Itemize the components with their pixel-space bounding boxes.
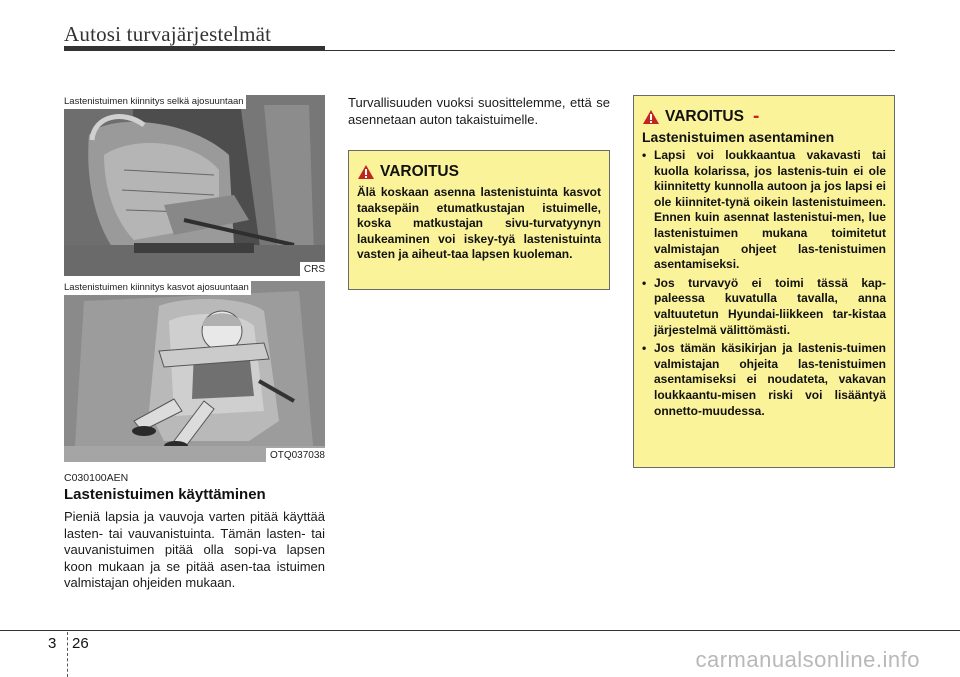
footer-rule (0, 630, 960, 631)
figure-rear-facing-seat (64, 95, 325, 276)
figure-caption: Lastenistuimen kiinnitys selkä ajosuuntaan (64, 96, 244, 107)
list-item-text: Lapsi voi loukkaantua vakavasti tai kuolla kolarissa, jos lastenis-tuin ei ole kiinnitetty kunnolla autoon ja jos lapsi ei ole kiinnitet-tynä oikein lastenistuimeen. Ennen kuin asennat lastenistui-men, lue lastenistuimen mukana toimitetut valmistajan ohjeet las-tenistuimen asentamiseksi. (654, 148, 886, 272)
bullet: • (642, 148, 647, 162)
warning-triangle-icon (642, 109, 660, 125)
warning-title: VAROITUS (380, 163, 459, 180)
warning-triangle-icon (357, 164, 375, 180)
forward-facing-seat-illustration (64, 281, 325, 462)
list-item (642, 341, 886, 419)
recommendation-text: Turvallisuuden vuoksi suosittelemme, että se asennetaan auton takaistuimelle. (348, 95, 610, 127)
page-header-title: Autosi turvajärjestelmät (64, 22, 272, 46)
section-code: C030100AEN (64, 472, 129, 484)
list-item (642, 276, 886, 338)
rear-facing-seat-illustration (64, 95, 325, 276)
figure-code: CRS (300, 262, 325, 276)
figure-forward-facing-seat (64, 281, 325, 462)
header-rule-thick (64, 46, 325, 51)
warning-text: Älä koskaan asenna lastenistuinta kasvot taaksepäin etumatkustajan istuimelle, koska matkustajan sivu-turvatyynyn laukeaminen voi iskey-tyä lastenistuinta vasten ja aiheut-taa lapsen kuoleman. (357, 185, 601, 262)
warning-list (642, 148, 886, 419)
list-item-text: Jos turvavyö ei toimi tässä kap-paleessa kuvatulla tavalla, anna valtuutetun Hyundai-liikkeen tar-kistaa järjestelmä välittömästi. (654, 275, 886, 337)
page-number: 26 (72, 635, 89, 652)
warning-box-installation (633, 95, 895, 468)
figure-caption: Lastenistuimen kiinnitys kasvot ajosuuntaan (64, 282, 249, 293)
figure-code: OTQ037038 (266, 448, 325, 462)
warning-box-airbag (348, 150, 610, 290)
section-body: Pieniä lapsia ja vauvoja varten pitää käyttää lasten- tai vauvanistuinta. Tämän lasten- tai vauvanistuimen pitää olla sopi-va lapsen koon mukaan ja se pitää asen-taa istuimen valmistajan ohjeiden mukaan. (64, 509, 325, 590)
chapter-number: 3 (48, 635, 57, 652)
warning-header (357, 163, 601, 181)
footer-divider (67, 632, 68, 677)
warning-title-dash: - (752, 106, 760, 127)
warning-header (642, 108, 886, 126)
list-item (642, 148, 886, 273)
warning-title: VAROITUS (665, 108, 744, 125)
list-item-text: Jos tämän käsikirjan ja lastenis-tuimen valmistajan ohjeita las-tenistuimen asentamiseksi ei noudateta, vakavan loukkaantu-misen riski voi lisääntyä onnetto-muudessa. (654, 341, 886, 418)
watermark: carmanualsonline.info (695, 647, 920, 672)
warning-subtitle: Lastenistuimen asentaminen (642, 129, 835, 145)
bullet: • (642, 275, 647, 290)
header-rule-thin (325, 50, 895, 51)
bullet: • (642, 341, 647, 356)
section-title: Lastenistuimen käyttäminen (64, 486, 266, 503)
